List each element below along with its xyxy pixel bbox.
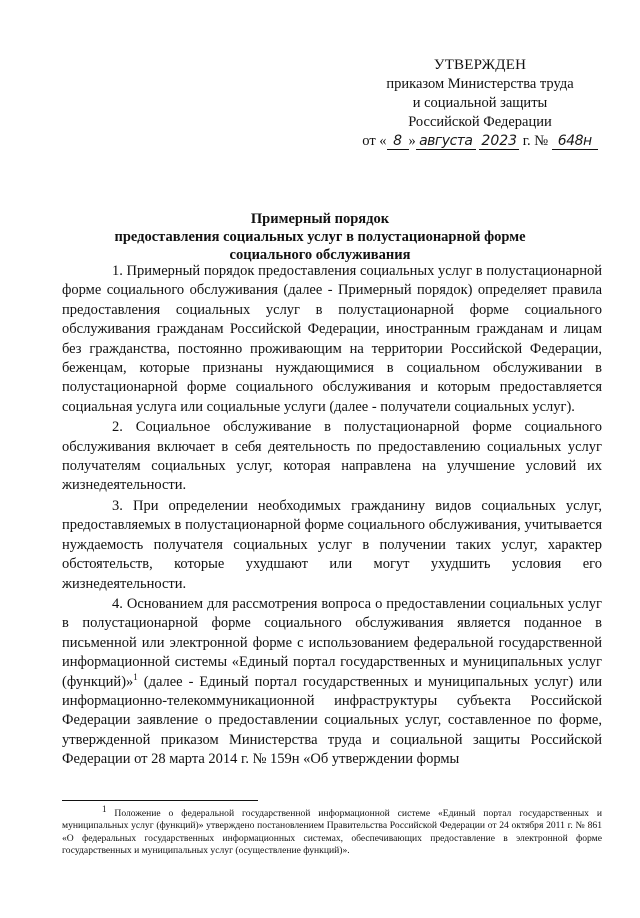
- footnote-divider: [62, 800, 258, 801]
- date-quote-close: »: [408, 133, 416, 149]
- document-title: [80, 210, 560, 264]
- year-suffix: г. №: [522, 133, 549, 149]
- approval-line-2: и социальной защиты: [412, 95, 548, 111]
- approval-block: [360, 56, 600, 151]
- title-line-2: предоставления социальных услуг в полустационарной форме: [114, 229, 526, 245]
- handwritten-month: августа: [416, 134, 476, 150]
- title-line-3: социального обслуживания: [229, 247, 411, 263]
- approval-date-line: [360, 132, 600, 151]
- handwritten-year: 2023: [481, 133, 518, 149]
- footnote-reference[interactable]: 1: [133, 671, 138, 682]
- approval-line-3: Российской Федерации: [408, 114, 552, 130]
- handwritten-day: 8: [387, 134, 409, 150]
- paragraph-1: 1. Примерный порядок предоставления социальных услуг в полустационарной форме социального обслуживания (далее - Примерный порядок) определяет правила предоставления социальных услуг в полустационарной форме социального обслуживания гражданам Российской Федерации, иностранным гражданам и лицам без гражданства, постоянно проживающим на территории Российской Федерации, беженцам, которые признаны нуждающимися в социальном обслуживании в полустационарной форме социального обслуживания и которым предоставляется социальная услуга или социальные услуги (далее - получатели социальных услуг).: [62, 263, 602, 415]
- title-line-1: Примерный порядок: [250, 211, 390, 227]
- footnote-text: Положение о федеральной государственной информационной системе «Единый портал государственных и муниципальных услуг (функций)» утверждено постановлением Правительства Российской Федерации от 24 октября 2011 г. № 861 «О федеральных государственных информационных системах, обеспечивающих предоставление в электронной форме государственных и муниципальных услуг (осуществление функций)».: [62, 808, 602, 857]
- footnote-mark: 1: [102, 803, 107, 814]
- paragraph-4-part-1: 4. Основанием для рассмотрения вопроса о предоставлении социальных услуг в полустационарной форме социального обслуживания является поданное в письменной или электронной форме с использованием федеральной государственной информационной системы «Единый портал государственных и муниципальных услуг (функций)»: [62, 595, 602, 690]
- handwritten-order-number: 648н: [552, 134, 598, 150]
- approval-heading: УТВЕРЖДЕН: [433, 57, 527, 73]
- paragraph-3: 3. При определении необходимых гражданину видов социальных услуг, предоставляемых в полустационарной форме социального обслуживания, учитывается нуждаемость получателя социальных услуг в получении таких услуг, характер обстоятельств, которые ухудшают или могут ухудшить условия его жизнедеятельности.: [62, 497, 602, 592]
- document-body: [62, 262, 602, 770]
- paragraph-4-part-2: (далее - Единый портал государственных и муниципальных услуг) или информационно-телекоммуникационной инфраструктуры субъекта Российской Федерации заявление о предоставлении социальных услуг, составленное по форме, утвержденной приказом Министерства труда и социальной защиты Российской Федерации от 28 марта 2014 г. № 159н «Об утверждении формы: [62, 673, 602, 768]
- paragraph-4: [62, 595, 602, 770]
- approval-line-1: приказом Министерства труда: [386, 76, 574, 92]
- paragraph-2: 2. Социальное обслуживание в полустационарной форме социального обслуживания включает в себя деятельность по предоставлению социальных услуг получателям социальных услуг, которая направлена на улучшение условий их жизнедеятельности.: [62, 419, 602, 494]
- footnote: [62, 803, 602, 858]
- date-prefix: от «: [362, 133, 387, 149]
